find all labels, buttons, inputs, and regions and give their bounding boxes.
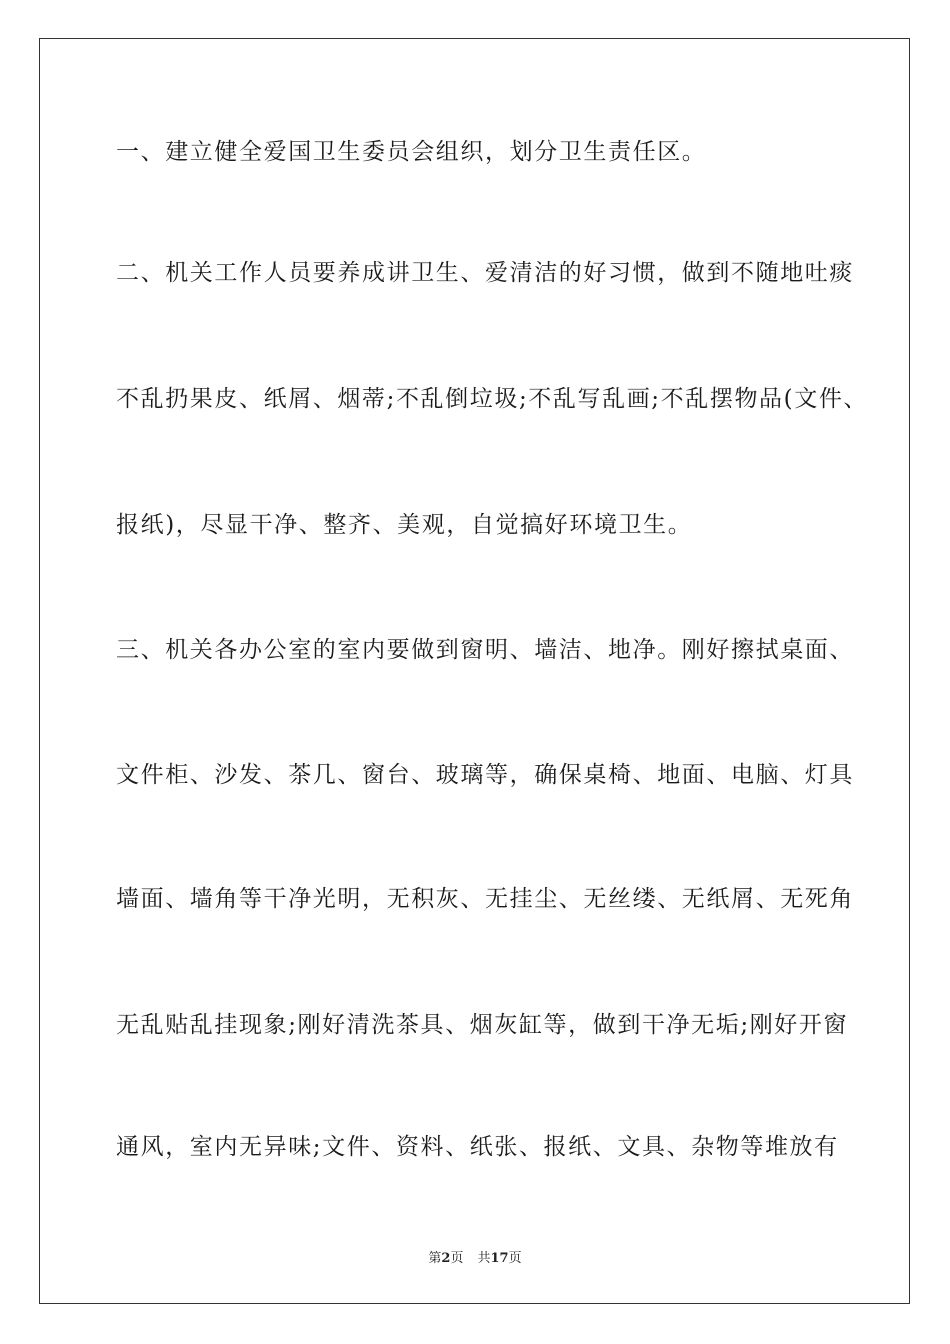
page-footer xyxy=(0,1247,950,1266)
paragraph-line-3: 不乱扔果皮、纸屑、烟蒂;不乱倒垃圾;不乱写乱画;不乱摆物品(文件、 xyxy=(116,386,869,412)
paragraph-line-8: 无乱贴乱挂现象;刚好清洗茶具、烟灰缸等，做到干净无垢;刚好开窗 xyxy=(116,1012,849,1038)
paragraph-line-6: 文件柜、沙发、茶几、窗台、玻璃等，确保桌椅、地面、电脑、灯具 xyxy=(116,762,854,788)
page-prefix: 第 xyxy=(428,1251,442,1266)
total-suffix: 页 xyxy=(508,1251,522,1266)
page-suffix: 页 xyxy=(450,1251,464,1266)
paragraph-line-1: 一、建立健全爱国卫生委员会组织，划分卫生责任区。 xyxy=(116,139,707,165)
paragraph-line-4: 报纸)，尽显干净、整齐、美观，自觉搞好环境卫生。 xyxy=(116,512,693,538)
paragraph-line-5: 三、机关各办公室的室内要做到窗明、墙洁、地净。刚好擦拭桌面、 xyxy=(116,637,854,663)
page-current: 2 xyxy=(441,1251,451,1266)
page-border xyxy=(39,38,910,1304)
paragraph-line-7: 墙面、墙角等干净光明，无积灰、无挂尘、无丝缕、无纸屑、无死角 xyxy=(116,886,854,912)
page-total: 17 xyxy=(490,1251,509,1266)
total-prefix: 共 xyxy=(477,1251,491,1266)
paragraph-line-9: 通风，室内无异味;文件、资料、纸张、报纸、文具、杂物等堆放有 xyxy=(116,1134,839,1160)
paragraph-line-2: 二、机关工作人员要养成讲卫生、爱清洁的好习惯，做到不随地吐痰 xyxy=(116,260,854,286)
